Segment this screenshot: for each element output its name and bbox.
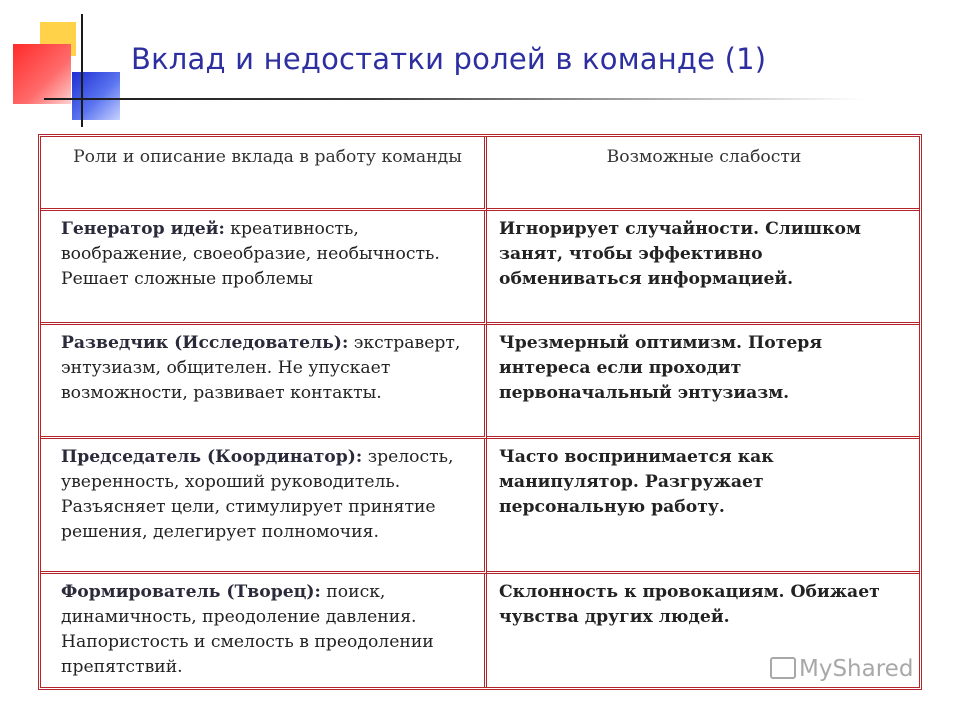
watermark	[770, 656, 913, 682]
role-cell	[41, 574, 487, 687]
role-cell	[41, 211, 487, 325]
weakness-cell: Часто воспринимается как манипулятор. Разгружает персональную работу.	[487, 439, 919, 574]
role-description: экстраверт, энтузиазм, общителен. Не упускает возможности, развивает контакты.	[61, 333, 461, 403]
role-cell	[41, 439, 487, 574]
myshared-logo-icon	[770, 657, 796, 679]
title-underline	[44, 98, 864, 100]
logo-red-square	[13, 44, 71, 104]
role-description: креативность, воображение, своеобразие, необычность. Решает сложные проблемы	[61, 219, 440, 289]
logo-blue-square	[72, 72, 120, 120]
role-cell	[41, 325, 487, 439]
weakness-cell: Чрезмерный оптимизм. Потеря интереса если проходит первоначальный энтузиазм.	[487, 325, 919, 439]
slide-title: Вклад и недостатки ролей в команде (1)	[131, 42, 767, 76]
role-description: поиск, динамичность, преодоление давления. Напористость и смелость в преодолении препятствий.	[61, 582, 434, 677]
role-description: зрелость, уверенность, хороший руководитель. Разъясняет цели, стимулирует принятие решения, делегирует полномочия.	[61, 447, 454, 542]
role-name: Формирователь (Творец):	[61, 582, 321, 602]
role-name: Генератор идей:	[61, 219, 225, 239]
weakness-cell: Игнорирует случайности. Слишком занят, чтобы эффективно обмениваться информацией.	[487, 211, 919, 325]
logo-vertical-line	[81, 14, 83, 127]
role-name: Разведчик (Исследователь):	[61, 333, 349, 353]
roles-table	[38, 134, 922, 690]
watermark-text: MyShared	[799, 656, 914, 682]
table-header-weaknesses: Возможные слабости	[487, 137, 919, 211]
weakness-cell: Склонность к провокациям. Обижает чувства других людей.	[499, 582, 880, 627]
role-name: Председатель (Координатор):	[61, 447, 363, 467]
table-header-roles: Роли и описание вклада в работу команды	[41, 137, 487, 211]
